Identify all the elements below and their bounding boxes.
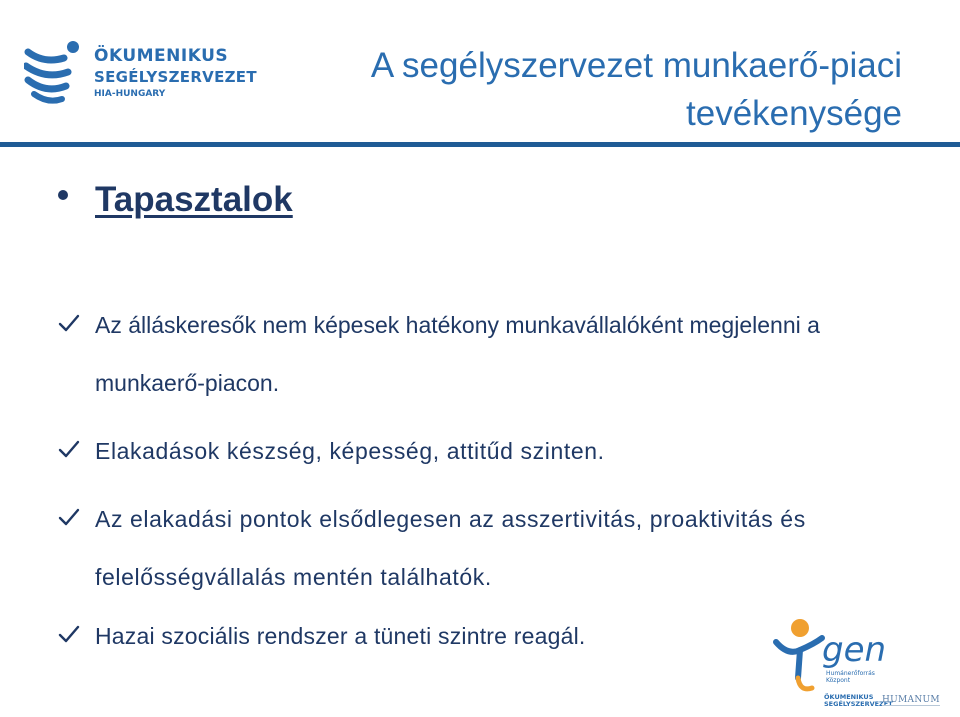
checklist-item-text: Az álláskeresők nem képesek hatékony munkavállalóként megjelenni a munkaerő-piacon. xyxy=(95,312,820,396)
logo-line-1: ÖKUMENIKUS xyxy=(94,46,229,66)
partner-logo-line-1: ÖKUMENIKUS xyxy=(824,693,874,701)
header-divider xyxy=(0,142,960,147)
bullet-icon xyxy=(58,190,68,200)
checkmark-icon xyxy=(58,625,80,643)
gen-wordmark: gen xyxy=(822,630,887,670)
gen-logo xyxy=(770,616,950,716)
checklist-item-text: Elakadások készség, képesség, attitűd szinten. xyxy=(95,438,605,464)
checklist-item-text: Az elakadási pontok elsődlegesen az asszertivitás, proaktivitás és felelősségvállalás mentén találhatók. xyxy=(95,506,806,590)
person-figure-icon xyxy=(770,616,830,696)
gen-subtitle: Humánerőforrás Központ xyxy=(826,670,875,684)
checkmark-icon xyxy=(58,440,80,458)
logo-line-2: SEGÉLYSZERVEZET xyxy=(94,68,257,86)
partner-logo-line-2: SEGÉLYSZERVEZET xyxy=(824,700,893,708)
checkmark-icon xyxy=(58,314,80,332)
slide-title-line-1: A segélyszervezet munkaerő-piaci xyxy=(370,46,902,85)
header xyxy=(0,0,960,142)
checkmark-icon xyxy=(58,508,80,526)
partner-logo-humanum: HUMANUM xyxy=(882,695,940,705)
slide-title-line-2: tevékenysége xyxy=(686,94,902,133)
slide-title xyxy=(282,42,902,138)
logo-line-3: HIA-HUNGARY xyxy=(94,89,166,99)
org-logo xyxy=(24,36,257,116)
org-logo-text xyxy=(94,48,257,99)
wave-logo-icon xyxy=(24,36,88,116)
checklist-item-text: Hazai szociális rendszer a tüneti szintre reagál. xyxy=(95,623,586,649)
section-title: Tapasztalok xyxy=(95,180,293,219)
